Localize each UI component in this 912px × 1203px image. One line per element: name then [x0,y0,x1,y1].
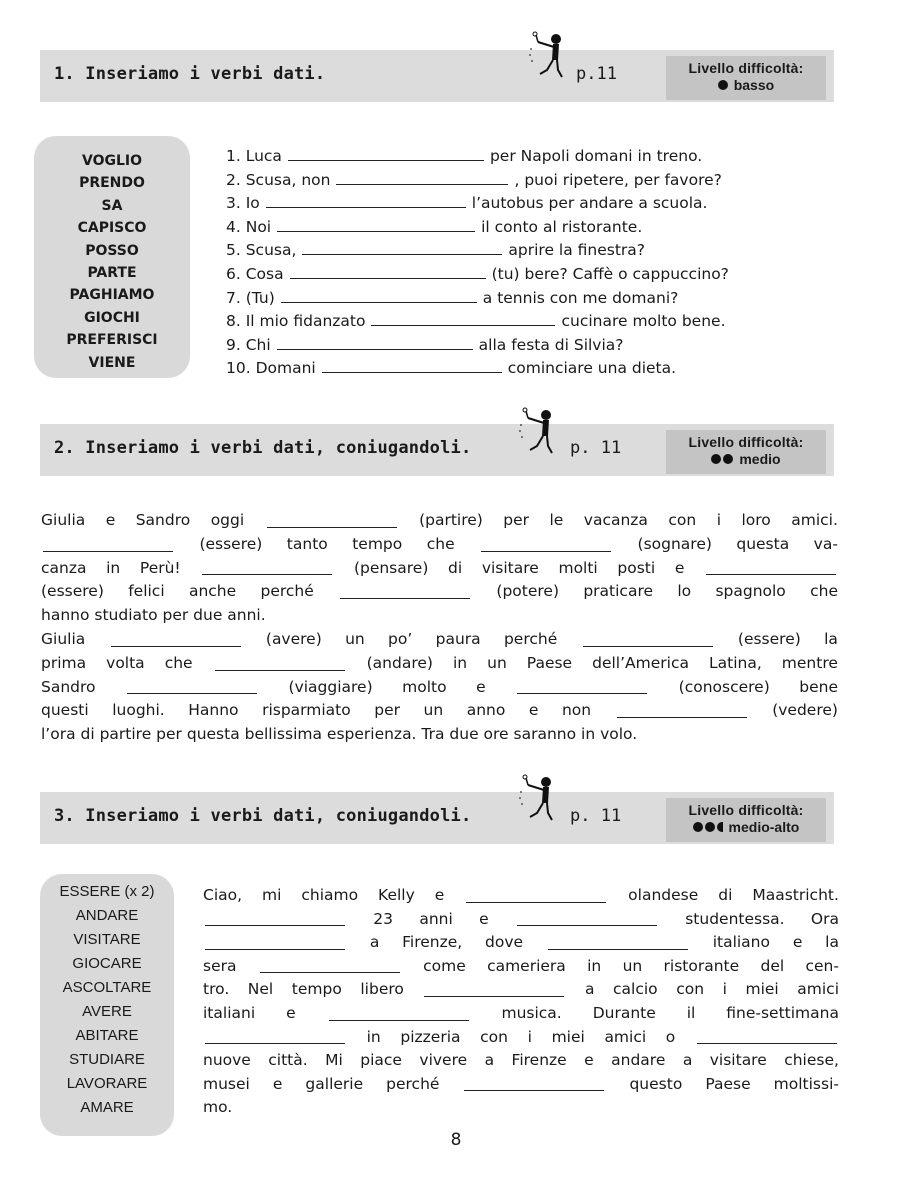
word-option: LAVORARE [66,1075,148,1092]
answer-blank[interactable] [322,371,502,373]
answer-blank[interactable] [290,277,486,279]
text-word: luoghi. [112,701,165,720]
text-word: prima [41,653,87,672]
text-word: pizzeria [400,1027,461,1046]
text-word: con [668,511,697,529]
text-word: un [345,629,365,648]
text-word: perché [386,1074,440,1093]
text-word: visitare [709,1051,767,1070]
text-word: libero [360,980,404,999]
answer-blank[interactable] [424,995,564,997]
sentence-row [226,145,846,169]
text-word: e [434,886,445,904]
exercise-3-page-ref: p. 11 [570,806,622,826]
text-word: italiano [712,933,770,952]
sentence-start: Scusa, [245,241,297,260]
exercise-1-level [666,56,826,100]
text-line [203,908,839,932]
level-dot-icon [705,822,715,832]
text-word: calcio [613,980,658,999]
level-dot-icon [693,822,703,832]
text-line [41,557,838,581]
answer-blank[interactable] [371,324,555,326]
text-line [41,580,838,604]
sentence-number: 9. [226,335,246,354]
level-value: medio [666,451,826,467]
text-word: questi [41,701,89,720]
word-option: AVERE [82,1003,132,1020]
text-word: un [423,701,444,720]
word-option: SA [101,197,123,214]
sentence-end: (tu) bere? Caffè o cappuccino? [491,264,729,283]
answer-blank[interactable] [111,645,241,647]
text-word: Mi [325,1051,343,1070]
text-word: un [487,653,507,672]
text-line [203,931,839,955]
text-word: e [479,909,489,928]
text-word: Ora [810,909,839,928]
exercise-2-page-ref: p. 11 [570,438,622,458]
word-option: PAGHIAMO [69,287,155,304]
answer-blank[interactable] [277,230,475,232]
text-word: Hanno [188,701,239,720]
text-line [41,676,838,700]
text-line [203,1026,839,1050]
text-word: tempo [291,980,342,999]
word-option: GIOCARE [72,955,142,972]
text-word: Perù! [139,558,181,577]
text-line [203,1096,839,1120]
exercise-2-header [40,424,834,476]
text-word: Paese [705,1074,751,1093]
text-word: va- [813,534,838,553]
text-word: l’ora di partire per questa bellissima esperienza. Tra due ore saranno in volo. [41,725,638,744]
sentence-row [226,192,846,216]
sentence-row [226,310,846,334]
text-word: a [682,1051,693,1070]
text-word: Paese [526,653,573,672]
text-word: tro. [203,980,230,999]
text-line [41,699,838,723]
answer-blank[interactable] [267,526,397,528]
level-dot-icon [711,454,721,464]
sentence-number: 5. [226,241,246,260]
word-option: PREFERISCI [66,332,158,349]
text-line [41,604,838,628]
text-word: (conoscere) [678,677,770,696]
exercise-2-title: 2. Inseriamo i verbi dati, coniugandoli. [54,438,472,458]
text-word: mentre [781,653,838,672]
text-word: miei [551,1027,585,1046]
sentence-row [226,239,846,263]
text-word: Firenze, [402,933,463,952]
text-word: Sandro [41,677,96,696]
text-word: dove [485,933,524,952]
text-word: che [810,582,838,601]
text-word: volta [106,653,145,672]
text-word: ristorante [663,956,740,975]
sentence-end: per Napoli domani in treno. [489,147,703,165]
text-line [203,884,839,908]
sentence-number: 2. [226,170,246,189]
sentence-start: Domani [255,359,316,378]
text-word: Nel [247,980,274,999]
text-word: vacanza [583,511,648,529]
text-word: Kelly [378,886,415,904]
answer-blank[interactable] [277,348,473,350]
answer-blank[interactable] [43,550,173,552]
text-line [203,1073,839,1097]
sentence-end: cucinare molto bene. [561,312,726,331]
answer-blank[interactable] [288,159,484,161]
text-word: del [760,956,785,975]
text-word: miei [745,980,779,999]
answer-blank[interactable] [202,573,332,575]
text-word: (essere) [737,629,801,648]
answer-blank[interactable] [329,1019,469,1021]
text-line [41,652,838,676]
text-word: in [106,558,121,577]
text-word: amici. [791,511,838,529]
text-word: (avere) [265,629,322,648]
text-word: bene [799,677,838,696]
sentence-start: Il mio fidanzato [245,312,366,331]
answer-blank[interactable] [548,948,688,950]
level-half-dot-icon [717,822,723,832]
sentence-start: (Tu) [245,288,275,307]
sentence-start: Io [245,194,260,213]
text-word: (pensare) [353,558,429,577]
text-word: Latina, [708,653,762,672]
level-dot-icon [723,454,733,464]
level-dot-icon [718,80,728,90]
word-option: AMARE [80,1099,134,1116]
text-word: questa [736,534,790,553]
word-option: POSSO [85,242,139,259]
text-word: e [105,511,116,529]
text-word: visitare [481,558,539,577]
text-word: molti [558,558,598,577]
text-word: a [369,933,380,952]
text-word: le [549,511,564,529]
text-word: po’ [388,629,413,648]
answer-blank[interactable] [205,1042,345,1044]
text-line [203,978,839,1002]
text-word: e [476,677,486,696]
text-word: non [561,701,592,720]
answer-blank[interactable] [617,716,747,718]
sentence-number: 3. [226,194,246,213]
text-word: i [722,980,727,999]
text-word: tanto [286,534,328,553]
word-option: VISITARE [73,931,141,948]
answer-blank[interactable] [266,206,466,208]
level-label: Livello difficoltà: [688,802,804,818]
exercise-3-title: 3. Inseriamo i verbi dati, coniugandoli. [54,806,472,826]
text-word: nuove [203,1051,251,1070]
sentence-end: l’autobus per andare a scuola. [471,194,708,213]
answer-blank[interactable] [697,1042,837,1044]
sentence-start: Cosa [245,264,284,283]
text-word: Sandro [135,511,191,529]
sentence-end: cominciare una dieta. [507,359,677,378]
sentence-row [226,216,846,240]
word-option: ASCOLTARE [62,979,152,996]
level-label: Livello difficoltà: [688,60,804,76]
text-word: (potere) [496,582,560,601]
text-word: oggi [210,511,245,529]
text-word: il [686,1003,696,1022]
answer-blank[interactable] [466,901,606,903]
answer-blank[interactable] [517,924,657,926]
sentence-end: alla festa di Silvia? [478,335,624,354]
exercise-1-page-ref: p.11 [576,64,617,84]
text-word: i [716,511,721,529]
sentence-number: 6. [226,264,246,283]
sentence-start: Luca [245,147,282,165]
text-word: olandese [628,886,699,904]
exercise-1-header [40,50,834,102]
text-line [41,628,838,652]
word-option: GIOCHI [84,309,140,326]
text-word: felici [128,582,165,601]
exercise-2-text [41,509,838,747]
text-word: risparmiato [262,701,351,720]
text-word: Giulia [41,629,86,648]
answer-blank[interactable] [583,645,713,647]
text-word: anche [188,582,237,601]
word-option: VOGLIO [81,153,142,169]
text-word: in [366,1027,381,1046]
text-word: e [584,1051,594,1070]
sentence-row [226,263,846,287]
text-word: (essere) [199,534,263,553]
text-word: (viaggiare) [288,677,373,696]
text-word: vivere [419,1051,468,1070]
text-word: a [484,1051,495,1070]
text-word: studentessa. [685,909,785,928]
text-word: amici [604,1027,647,1046]
text-word: la [825,933,839,952]
text-word: e [286,1003,296,1022]
text-word: Firenze [511,1051,567,1070]
word-option: CAPISCO [77,220,147,237]
exercise-2-level [666,430,826,474]
level-value: basso [666,77,826,93]
text-word: la [824,629,838,648]
exercise-3-text [203,884,839,1120]
sentence-number: 10. [226,359,256,378]
answer-blank[interactable] [205,924,345,926]
word-option: PRENDO [79,175,145,192]
page-number: 8 [450,1130,462,1150]
text-word: i [527,1027,532,1046]
answer-blank[interactable] [127,692,257,694]
text-word: perché [260,582,314,601]
text-word: città. [268,1051,308,1070]
text-word: andare [611,1051,666,1070]
stick-figure-icon [518,773,562,823]
text-word: lo [677,582,692,601]
text-word: paura [435,629,481,648]
text-word: Ciao, [203,886,243,904]
text-word: perché [503,629,558,648]
sentence-end: a tennis con me domani? [482,288,679,307]
text-word: canza [41,558,87,577]
text-word: mo. [203,1098,233,1117]
sentence-number: 7. [226,288,246,307]
stick-figure-icon [518,406,562,456]
text-word: che [164,653,193,672]
text-word: praticare [583,582,654,601]
sentence-row [226,169,846,193]
answer-blank[interactable] [336,183,508,185]
answer-blank[interactable] [340,597,470,599]
answer-blank[interactable] [706,573,836,575]
text-line [203,955,839,979]
text-word: chiese, [784,1051,839,1070]
text-word: molto [402,677,447,696]
text-word: (essere) [41,582,104,601]
text-word: Durante [592,1003,656,1022]
level-label: Livello difficoltà: [688,434,804,450]
text-word: loro [741,511,771,529]
text-word: (andare) [366,653,433,672]
text-word: (vedere) [772,701,838,720]
text-word: Giulia [41,511,86,529]
sentence-number: 4. [226,217,246,236]
text-word: e [528,701,539,720]
text-word: (sognare) [637,534,712,553]
word-option: ESSERE (x 2) [59,883,155,900]
sentence-end: , puoi ripetere, per favore? [514,170,722,189]
answer-blank[interactable] [464,1089,604,1091]
level-value: medio-alto [666,819,826,835]
sentence-number: 1. [226,147,246,165]
text-word: Maastricht. [752,886,839,904]
text-word: chiamo [301,886,359,904]
text-line [203,1049,839,1073]
text-word: fine-settimana [726,1003,839,1022]
word-option: VIENE [88,354,136,371]
word-option: ANDARE [75,907,139,924]
text-word: spagnolo [715,582,786,601]
text-word: con [480,1027,508,1046]
text-word: (partire) [419,511,483,529]
text-word: moltissi- [773,1074,839,1093]
text-word: per [374,701,401,720]
text-word: sera [203,956,237,975]
text-word: mi [262,886,282,904]
text-word: un [622,956,643,975]
text-line [203,1002,839,1026]
text-word: musei [203,1074,250,1093]
text-word: e [674,558,685,577]
stick-figure-icon [528,30,572,80]
text-word: per [503,511,530,529]
text-word: anno [466,701,506,720]
sentence-start: Chi [245,335,271,354]
text-word: questo [629,1074,683,1093]
text-word: italiani [203,1003,256,1022]
text-word: come [423,956,466,975]
sentence-start: Noi [245,217,272,236]
text-word: cen- [805,956,839,975]
answer-blank[interactable] [281,301,477,303]
sentence-row [226,334,846,358]
text-word: tempo [352,534,403,553]
text-word: posti [617,558,656,577]
text-word: piace [360,1051,402,1070]
text-word: amici [797,980,839,999]
text-word: con [676,980,705,999]
text-word: cameriera [487,956,566,975]
text-line [41,509,838,533]
word-option: ABITARE [75,1027,139,1044]
sentence-end: il conto al ristorante. [481,217,643,236]
text-word: in [587,956,602,975]
exercise-3-header [40,792,834,844]
text-word: di [718,886,733,904]
text-line [41,723,838,747]
text-word: e [792,933,803,952]
text-word: che [426,534,455,553]
text-word: a [584,980,595,999]
text-line [41,533,838,557]
exercise-1-title: 1. Inseriamo i verbi dati. [54,64,326,84]
sentence-start: Scusa, non [245,170,331,189]
answer-blank[interactable] [260,971,400,973]
exercise-1-sentences [226,145,846,381]
exercise-3-level [666,798,826,842]
text-word: hanno studiato per due anni. [41,606,266,625]
exercise-3-word-box [40,874,174,1136]
text-word: e [272,1074,283,1093]
text-word: anni [419,909,453,928]
sentence-row [226,357,846,381]
word-option: PARTE [87,265,137,282]
word-option: STUDIARE [69,1051,145,1068]
sentence-number: 8. [226,312,246,331]
answer-blank[interactable] [215,669,345,671]
answer-blank[interactable] [302,253,502,255]
answer-blank[interactable] [517,692,647,694]
text-word: gallerie [305,1074,364,1093]
text-word: o [665,1027,676,1046]
sentence-row [226,287,846,311]
answer-blank[interactable] [481,550,611,552]
text-word: 23 [373,909,394,928]
text-word: di [448,558,463,577]
exercise-1-word-box [34,136,190,378]
sentence-end: aprire la finestra? [508,241,646,260]
text-word: musica. [501,1003,562,1022]
answer-blank[interactable] [205,948,345,950]
text-word: dell’America [592,653,689,672]
text-word: in [452,653,468,672]
